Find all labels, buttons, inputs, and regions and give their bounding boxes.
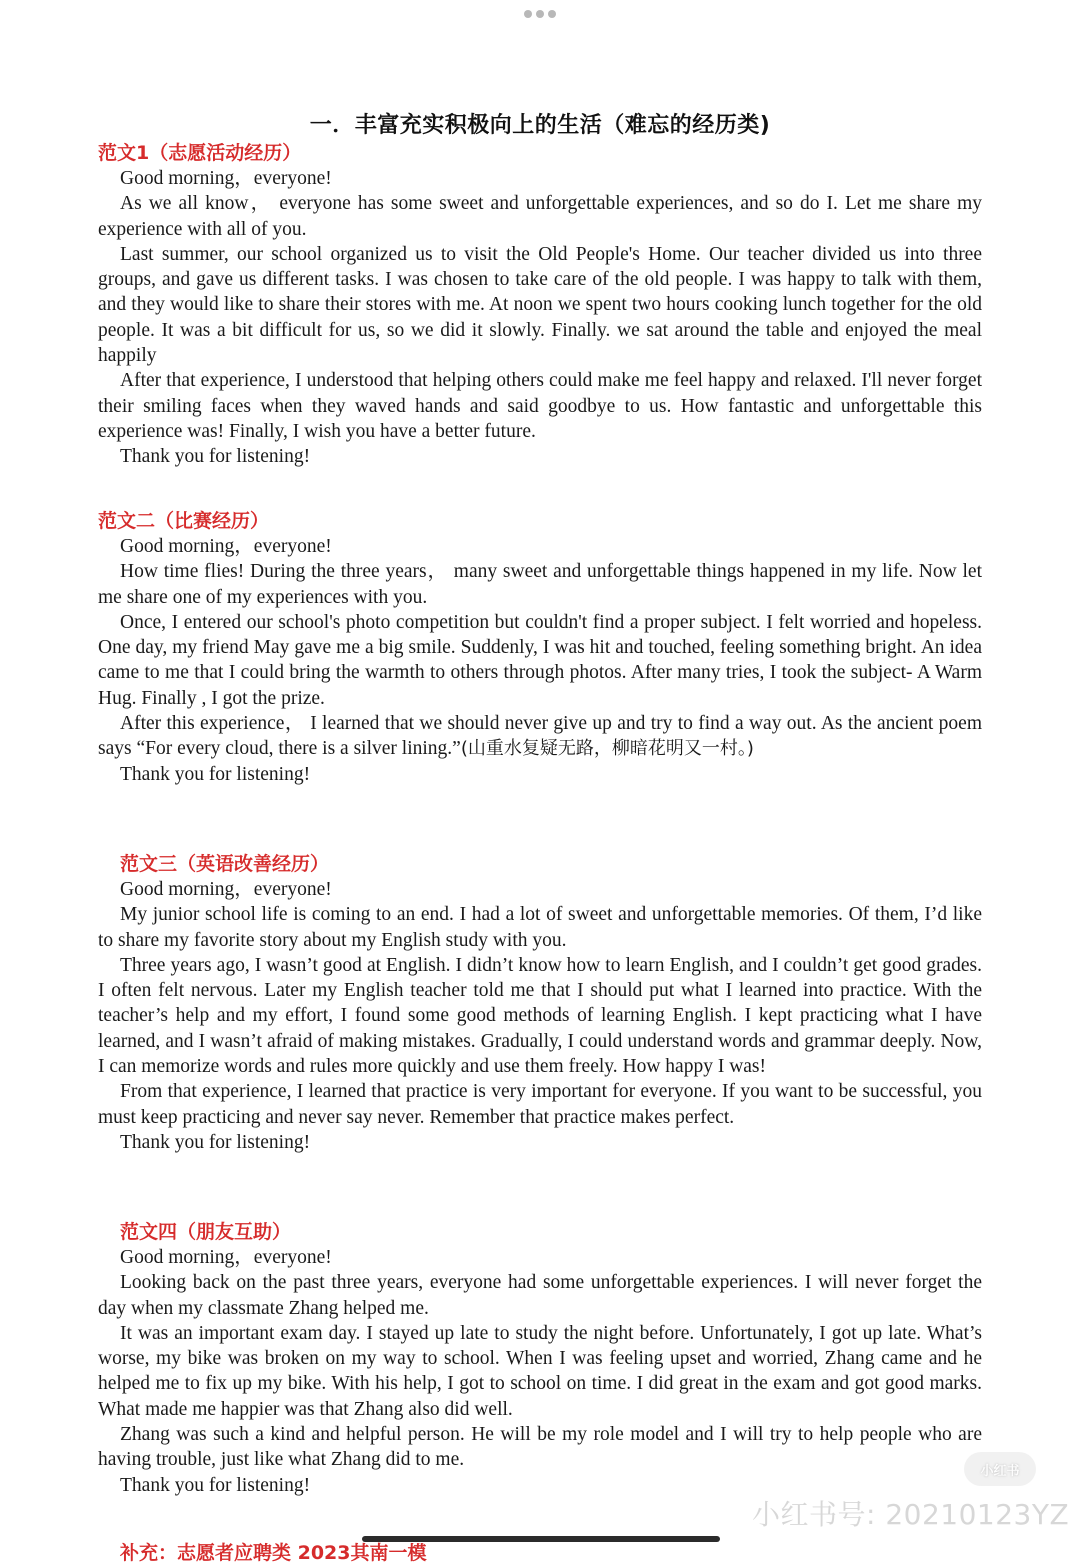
paragraph: How time flies! During the three years， many sweet and unforgettable things happened in my life. Now let me share one of my experiences with you. xyxy=(98,561,982,608)
section-heading: 范文四（朋友互助） xyxy=(120,1221,292,1243)
chinese-poem: (山重水复疑无路，柳暗花明又一村。) xyxy=(460,738,754,760)
paragraph: Looking back on the past three years, everyone had some unforgettable experiences. I will never forget the day when my classmate Zhang helped me. xyxy=(98,1272,982,1319)
paragraph: Three years ago, I wasn’t good at English. I didn’t know how to learn English, and I couldn’t get good grades. I often felt nervous. Later my English teacher told me that I should put what I learned into practice. With the teacher’s help and my effort, I found some good methods of learning English. I kept practicing what I have learned, and I wasn’t afraid of making mistakes. Gradually, I could understand words and grammar deeply. Now, I can memorize words and rules more quickly and use them freely. How happy I was! xyxy=(98,954,982,1078)
paragraph: Last summer, our school organized us to visit the Old People's Home. Our teacher divided us into three groups, and gave us different tasks. I was chosen to take care of the old people. I was happy to talk with them, and they would like to share their stores with me. At noon we spent two hours cooking lunch together for the old people. It was a bit difficult for us, so we did it slowly. Finally. we sat around the table and enjoyed the meal happily xyxy=(98,243,982,367)
section-heading: 范文三（英语改善经历） xyxy=(120,853,330,875)
paragraph: It was an important exam day. I stayed up late to study the night before. Unfortunately, I got up late. What’s worse, my bike was broken on my way to school. When I was feeling upset and worried, Zhang came and he helped me to fix up my bike. With his help, I got to school on time. I did great in the exam and got good marks. What made me happier was that Zhang also did well. xyxy=(98,1322,982,1420)
watermark-id: 小红书号: 20210123YZ xyxy=(752,1498,1070,1531)
essay-section-1 xyxy=(98,140,982,470)
paragraph-text: After this experience， I learned that we should never give up and try to find a way out. As the ancient poem says “For every cloud, there is a silver lining.” xyxy=(98,713,982,760)
cut-off-heading: 补充：志愿者应聘类 2023其南一模 xyxy=(120,1542,427,1564)
paragraph: From that experience, I learned that practice is very important for everyone. If you want to be successful, you must keep practicing and never say never. Remember that practice makes perfect. xyxy=(98,1081,982,1128)
paragraph: Good morning，everyone! xyxy=(120,879,332,900)
paragraph: Once, I entered our school's photo competition but couldn't find a proper subject. I felt worried and hopeless. One day, my friend May gave me a big smile. Suddenly, I was hit and touched, feeling something bright. An idea came to me that I could bring the warmth to others through photos. After many tries, I took the subject- A Warm Hug. Finally , I got the prize. xyxy=(98,611,982,709)
paragraph: Thank you for listening! xyxy=(120,1131,311,1153)
watermark-logo: 小红书 xyxy=(964,1452,1036,1486)
essay-section-2 xyxy=(98,508,982,787)
paragraph: Zhang was such a kind and helpful person. He will be my role model and I will try to help people who are having trouble, just like what Zhang did to me. xyxy=(98,1424,982,1471)
section-heading: 范文1（志愿活动经历） xyxy=(98,142,302,164)
section-heading: 范文二（比赛经历） xyxy=(98,510,270,532)
paragraph: As we all know， everyone has some sweet and unforgettable experiences, and so do I. Let me share my experience with all of you. xyxy=(98,193,982,240)
paragraph: Thank you for listening! xyxy=(120,446,311,468)
home-indicator[interactable] xyxy=(362,1536,720,1542)
paragraph: My junior school life is coming to an end. I had a lot of sweet and unforgettable memories. Of them, I’d like to share my favorite story about my English study with you. xyxy=(98,904,982,951)
essay-section-3 xyxy=(98,851,982,1155)
essay-section-4 xyxy=(98,1219,982,1498)
paragraph xyxy=(98,711,982,762)
document-title: 一．丰富充实积极向上的生活（难忘的经历类) xyxy=(309,113,771,138)
paragraph: Good morning，everyone! xyxy=(120,536,332,557)
paragraph: After that experience, I understood that helping others could make me feel happy and relaxed. I'll never forget their smiling faces when they waved hands and said goodbye to us. How fantastic and unforgettable this experience was! Finally, I wish you have a better future. xyxy=(98,370,982,442)
paragraph: Thank you for listening! xyxy=(120,763,311,785)
paragraph: Thank you for listening! xyxy=(120,1474,311,1496)
paragraph: Good morning，everyone! xyxy=(120,168,332,189)
paragraph: Good morning，everyone! xyxy=(120,1247,332,1268)
more-options-icon[interactable] xyxy=(524,10,556,18)
